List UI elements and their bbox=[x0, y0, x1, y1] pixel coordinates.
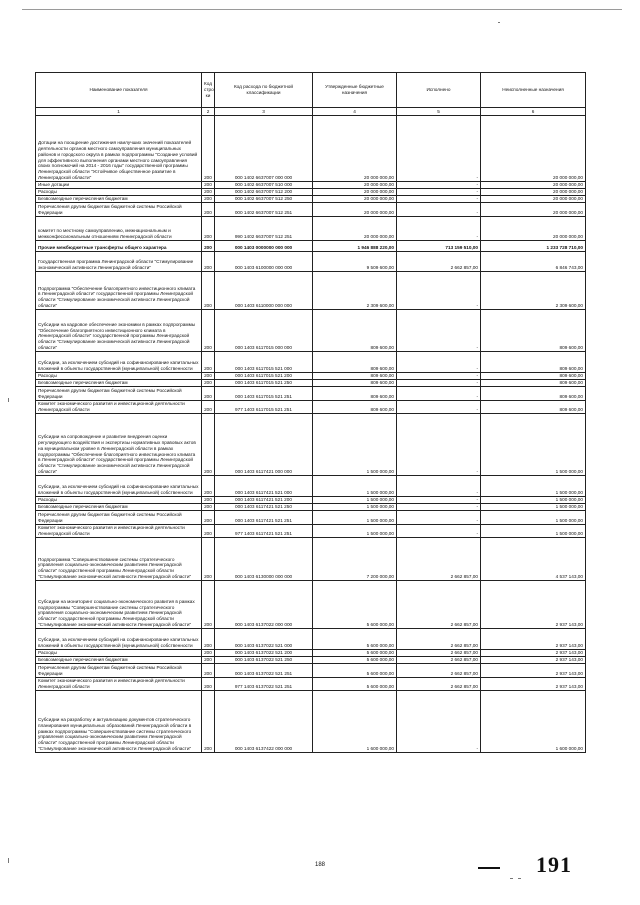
table-row bbox=[36, 272, 586, 310]
cell-approved: 20 000 000,00 bbox=[313, 196, 397, 203]
table-row bbox=[36, 629, 586, 650]
cell-line-code: 200 bbox=[202, 511, 215, 525]
cell-line-code: 200 bbox=[202, 272, 215, 310]
cell-indicator-name: Безвозмездные перечисления бюджетам bbox=[36, 504, 202, 511]
cell-budget-code: 000 1403 6100000 000 000 bbox=[215, 252, 313, 272]
cell-executed: - bbox=[397, 504, 481, 511]
table-row bbox=[36, 182, 586, 189]
cell-indicator-name: Субсидии, за исключением субсидий на софинансирование капитальных вложений в объекты государственной (муниципальной) собственности bbox=[36, 629, 202, 650]
cell-indicator-name: Государственная программа Ленинградской области "Стимулирование экономической активности Ленинградской области" bbox=[36, 252, 202, 272]
cell-unexecuted: 1 500 000,00 bbox=[481, 525, 586, 538]
cell-budget-code: 000 1403 6117421 521 000 bbox=[215, 476, 313, 497]
table-row bbox=[36, 657, 586, 664]
cell-executed: 2 662 857,00 bbox=[397, 252, 481, 272]
cell-executed: 2 662 857,00 bbox=[397, 581, 481, 629]
cell-approved: 1 500 000,00 bbox=[313, 414, 397, 476]
header-line-code: Код стро ки bbox=[202, 73, 215, 108]
cell-indicator-name: Подпрограмма "Совершенствование системы стратегического управления социально-экономическим развитием Ленинградской области" государственной программы Ленинградской области "Стимулирование экономической активности Ленинградской области" bbox=[36, 538, 202, 581]
table-row bbox=[36, 373, 586, 380]
cell-budget-code: 000 1403 6137022 521 251 bbox=[215, 664, 313, 678]
cell-approved: 1 500 000,00 bbox=[313, 497, 397, 504]
cell-indicator-name: Субсидии на разработку и актуализацию документов стратегического планирования муниципальных образований Ленинградской области в рамках подпрограммы "Совершенствование системы стратегического управления социально-экономическим развитием Ленинградской области" государственной программы Ленинградской области "Стимулирование экономической активности Ленинградской области" bbox=[36, 691, 202, 753]
cell-approved: 809 600,00 bbox=[313, 352, 397, 373]
cell-indicator-name: комитет по местному самоуправлению, межнациональным и межконфессиональным отношениям Ленинградской области bbox=[36, 217, 202, 241]
cell-unexecuted: 2 937 143,00 bbox=[481, 657, 586, 664]
cell-budget-code: 000 1402 6637007 000 000 bbox=[215, 116, 313, 182]
cell-executed: - bbox=[397, 414, 481, 476]
cell-executed: 2 662 857,00 bbox=[397, 629, 481, 650]
cell-indicator-name: Субсидии на сопровождение и развитие внедрения оценки регулирующего воздействия и экспертизы нормативных правовых актов на муниципальном уровне в Ленинградской области в рамках подпрограммы "Обеспечение благоприятного инвестиционного климата в Ленинградской области" государственной программы Ленинградской области "Стимулирование экономической активности Ленинградской области" bbox=[36, 414, 202, 476]
cell-unexecuted: 809 600,00 bbox=[481, 373, 586, 380]
cell-budget-code: 977 1403 6117421 521 251 bbox=[215, 525, 313, 538]
cell-indicator-name: Безвозмездные перечисления бюджетам bbox=[36, 657, 202, 664]
cell-line-code: 200 bbox=[202, 678, 215, 691]
cell-unexecuted: 809 600,00 bbox=[481, 387, 586, 401]
cell-executed: 2 662 857,00 bbox=[397, 678, 481, 691]
cell-unexecuted: 20 000 000,00 bbox=[481, 196, 586, 203]
budget-execution-table bbox=[35, 72, 586, 753]
cell-budget-code: 000 1403 6137422 000 000 bbox=[215, 691, 313, 753]
scan-edge-line bbox=[22, 9, 622, 10]
column-number: 3 bbox=[215, 108, 313, 116]
cell-indicator-name: Комитет экономического развития и инвестиционной деятельности Ленинградской области bbox=[36, 525, 202, 538]
cell-unexecuted: 809 600,00 bbox=[481, 352, 586, 373]
cell-indicator-name: Субсидии, за исключением субсидий на софинансирование капитальных вложений в объекты государственной (муниципальной) собственности bbox=[36, 476, 202, 497]
cell-line-code: 200 bbox=[202, 629, 215, 650]
cell-executed: - bbox=[397, 217, 481, 241]
cell-line-code: 200 bbox=[202, 401, 215, 414]
cell-executed: - bbox=[397, 511, 481, 525]
cell-budget-code: 000 1403 6110000 000 000 bbox=[215, 272, 313, 310]
cell-approved: 9 509 600,00 bbox=[313, 252, 397, 272]
cell-executed: 2 662 857,00 bbox=[397, 657, 481, 664]
cell-executed: - bbox=[397, 203, 481, 217]
cell-line-code: 200 bbox=[202, 387, 215, 401]
table-row bbox=[36, 387, 586, 401]
cell-unexecuted: 2 309 600,00 bbox=[481, 272, 586, 310]
cell-executed: - bbox=[397, 387, 481, 401]
column-number-row bbox=[36, 108, 586, 116]
scan-mark bbox=[8, 398, 9, 402]
cell-budget-code: 990 1402 6637007 512 251 bbox=[215, 217, 313, 241]
cell-approved: 1 946 888 220,00 bbox=[313, 241, 397, 252]
cell-executed: 2 662 857,00 bbox=[397, 664, 481, 678]
table-row bbox=[36, 650, 586, 657]
cell-line-code: 200 bbox=[202, 525, 215, 538]
cell-budget-code: 000 1403 6117421 000 000 bbox=[215, 414, 313, 476]
cell-budget-code: 000 1403 6137022 000 000 bbox=[215, 581, 313, 629]
header-indicator-name: Наименование показателя bbox=[36, 73, 202, 108]
cell-unexecuted: 2 937 143,00 bbox=[481, 664, 586, 678]
cell-line-code: 200 bbox=[202, 116, 215, 182]
cell-line-code: 200 bbox=[202, 352, 215, 373]
cell-executed: - bbox=[397, 116, 481, 182]
cell-budget-code: 000 1402 6637007 510 000 bbox=[215, 182, 313, 189]
handwritten-sheet-number: 191 bbox=[536, 852, 572, 877]
cell-line-code: 200 bbox=[202, 380, 215, 387]
cell-approved: 7 200 000,00 bbox=[313, 538, 397, 581]
cell-executed: - bbox=[397, 691, 481, 753]
cell-approved: 20 000 000,00 bbox=[313, 189, 397, 196]
cell-unexecuted: 20 000 000,00 bbox=[481, 182, 586, 189]
table-row bbox=[36, 504, 586, 511]
cell-line-code: 200 bbox=[202, 650, 215, 657]
cell-approved: 20 000 000,00 bbox=[313, 203, 397, 217]
table-row bbox=[36, 497, 586, 504]
cell-indicator-name: Расходы bbox=[36, 189, 202, 196]
cell-approved: 20 000 000,00 bbox=[313, 182, 397, 189]
cell-executed: 2 662 857,00 bbox=[397, 650, 481, 657]
table-row bbox=[36, 196, 586, 203]
column-number: 4 bbox=[313, 108, 397, 116]
cell-executed: - bbox=[397, 272, 481, 310]
cell-line-code: 200 bbox=[202, 691, 215, 753]
cell-executed: - bbox=[397, 525, 481, 538]
cell-unexecuted: 2 937 143,00 bbox=[481, 678, 586, 691]
cell-line-code: 200 bbox=[202, 476, 215, 497]
cell-approved: 5 600 000,00 bbox=[313, 650, 397, 657]
cell-budget-code: 000 1403 6130000 000 000 bbox=[215, 538, 313, 581]
cell-approved: 5 600 000,00 bbox=[313, 581, 397, 629]
cell-line-code: 200 bbox=[202, 504, 215, 511]
stamp-dash bbox=[478, 867, 500, 869]
cell-line-code: 200 bbox=[202, 252, 215, 272]
cell-line-code: 200 bbox=[202, 373, 215, 380]
cell-budget-code: 977 1403 6137022 521 251 bbox=[215, 678, 313, 691]
cell-budget-code: 000 1403 6137022 521 000 bbox=[215, 629, 313, 650]
cell-unexecuted: 6 846 743,00 bbox=[481, 252, 586, 272]
table-row bbox=[36, 538, 586, 581]
cell-unexecuted: 1 500 000,00 bbox=[481, 504, 586, 511]
cell-indicator-name: Расходы bbox=[36, 497, 202, 504]
table-row bbox=[36, 217, 586, 241]
header-budget-code: Код расхода по бюджетной классификации bbox=[215, 73, 313, 108]
cell-indicator-name: Комитет экономического развития и инвестиционной деятельности Ленинградской области bbox=[36, 678, 202, 691]
table-row bbox=[36, 352, 586, 373]
scan-mark bbox=[518, 878, 521, 879]
cell-indicator-name: Субсидии на кадровое обеспечение экономики в рамках подпрограммы "Обеспечение благоприятного инвестиционного климата в Ленинградской области" государственной программы Ленинградской области "Стимулирование экономической активности Ленинградской области" bbox=[36, 310, 202, 352]
scan-mark bbox=[498, 22, 500, 23]
cell-executed: - bbox=[397, 310, 481, 352]
cell-budget-code: 000 1402 6637007 512 250 bbox=[215, 196, 313, 203]
table-row bbox=[36, 581, 586, 629]
table-row bbox=[36, 664, 586, 678]
cell-unexecuted: 809 600,00 bbox=[481, 310, 586, 352]
cell-budget-code: 000 1403 6117421 521 251 bbox=[215, 511, 313, 525]
scan-mark bbox=[8, 858, 9, 863]
cell-unexecuted: 20 000 000,00 bbox=[481, 116, 586, 182]
cell-indicator-name: Подпрограмма "Обеспечение благоприятного инвестиционного климата в Ленинградской области" государственной программы Ленинградской области "Стимулирование экономической активности Ленинградской области" bbox=[36, 272, 202, 310]
cell-executed: - bbox=[397, 497, 481, 504]
cell-line-code: 200 bbox=[202, 203, 215, 217]
table-row bbox=[36, 380, 586, 387]
cell-budget-code: 000 1403 6117421 521 250 bbox=[215, 504, 313, 511]
cell-approved: 1 600 000,00 bbox=[313, 691, 397, 753]
scan-mark bbox=[510, 878, 513, 879]
cell-budget-code: 000 1403 6117015 521 000 bbox=[215, 352, 313, 373]
cell-line-code: 200 bbox=[202, 217, 215, 241]
cell-approved: 20 000 000,00 bbox=[313, 116, 397, 182]
table-row bbox=[36, 476, 586, 497]
cell-budget-code: 000 1403 0000000 000 000 bbox=[215, 241, 313, 252]
table-row bbox=[36, 678, 586, 691]
table-row bbox=[36, 511, 586, 525]
cell-line-code: 200 bbox=[202, 182, 215, 189]
cell-approved: 20 000 000,00 bbox=[313, 217, 397, 241]
cell-approved: 5 600 000,00 bbox=[313, 678, 397, 691]
cell-line-code: 200 bbox=[202, 310, 215, 352]
cell-approved: 1 500 000,00 bbox=[313, 511, 397, 525]
cell-indicator-name: Перечисления другим бюджетам бюджетной системы Российской Федерации bbox=[36, 203, 202, 217]
cell-budget-code: 000 1403 6137022 521 200 bbox=[215, 650, 313, 657]
page-number: 188 bbox=[315, 862, 326, 868]
cell-unexecuted: 1 500 000,00 bbox=[481, 497, 586, 504]
cell-executed: - bbox=[397, 182, 481, 189]
cell-unexecuted: 1 500 000,00 bbox=[481, 414, 586, 476]
cell-indicator-name: Субсидии на мониторинг социально-экономического развития в рамках подпрограммы "Совершенствование системы стратегического управления социально-экономическим развитием Ленинградской области" государственной программы Ленинградской области "Стимулирование экономической активности Ленинградской области" bbox=[36, 581, 202, 629]
header-row bbox=[36, 73, 586, 108]
cell-executed: - bbox=[397, 373, 481, 380]
cell-line-code: 200 bbox=[202, 538, 215, 581]
cell-approved: 809 600,00 bbox=[313, 387, 397, 401]
cell-budget-code: 000 1403 6117015 521 200 bbox=[215, 373, 313, 380]
cell-line-code: 200 bbox=[202, 664, 215, 678]
cell-indicator-name: Комитет экономического развития и инвестиционной деятельности Ленинградской области bbox=[36, 401, 202, 414]
cell-executed: 2 662 857,00 bbox=[397, 538, 481, 581]
cell-approved: 5 600 000,00 bbox=[313, 664, 397, 678]
cell-line-code: 200 bbox=[202, 189, 215, 196]
cell-approved: 809 600,00 bbox=[313, 380, 397, 387]
table-row bbox=[36, 241, 586, 252]
cell-unexecuted: 4 537 143,00 bbox=[481, 538, 586, 581]
cell-approved: 809 600,00 bbox=[313, 401, 397, 414]
cell-budget-code: 977 1403 6117015 521 251 bbox=[215, 401, 313, 414]
table-row bbox=[36, 310, 586, 352]
cell-line-code: 200 bbox=[202, 414, 215, 476]
cell-approved: 5 600 000,00 bbox=[313, 657, 397, 664]
cell-budget-code: 000 1402 6637007 512 251 bbox=[215, 203, 313, 217]
cell-approved: 1 500 000,00 bbox=[313, 476, 397, 497]
table-row bbox=[36, 116, 586, 182]
column-number: 2 bbox=[202, 108, 215, 116]
cell-unexecuted: 1 600 000,00 bbox=[481, 691, 586, 753]
table-row bbox=[36, 691, 586, 753]
cell-unexecuted: 2 937 143,00 bbox=[481, 629, 586, 650]
cell-line-code: 200 bbox=[202, 196, 215, 203]
cell-approved: 1 500 000,00 bbox=[313, 504, 397, 511]
cell-unexecuted: 20 000 000,00 bbox=[481, 217, 586, 241]
cell-indicator-name: Безвозмездные перечисления бюджетам bbox=[36, 196, 202, 203]
cell-unexecuted: 2 937 143,00 bbox=[481, 581, 586, 629]
cell-indicator-name: Перечисления другим бюджетам бюджетной системы Российской Федерации bbox=[36, 664, 202, 678]
cell-indicator-name: Перечисления другим бюджетам бюджетной системы Российской Федерации bbox=[36, 511, 202, 525]
table-row bbox=[36, 414, 586, 476]
cell-indicator-name: Иные дотации bbox=[36, 182, 202, 189]
cell-approved: 2 309 600,00 bbox=[313, 272, 397, 310]
cell-unexecuted: 1 500 000,00 bbox=[481, 476, 586, 497]
cell-approved: 1 500 000,00 bbox=[313, 525, 397, 538]
cell-unexecuted: 809 600,00 bbox=[481, 401, 586, 414]
cell-budget-code: 000 1403 6117015 000 000 bbox=[215, 310, 313, 352]
cell-executed: - bbox=[397, 401, 481, 414]
cell-unexecuted: 1 500 000,00 bbox=[481, 511, 586, 525]
cell-approved: 5 600 000,00 bbox=[313, 629, 397, 650]
cell-executed: - bbox=[397, 476, 481, 497]
table-row bbox=[36, 189, 586, 196]
cell-executed: 713 159 510,00 bbox=[397, 241, 481, 252]
header-executed: Исполнено bbox=[397, 73, 481, 108]
table-row bbox=[36, 252, 586, 272]
cell-indicator-name: Перечисления другим бюджетам бюджетной системы Российской Федерации bbox=[36, 387, 202, 401]
cell-indicator-name: Прочие межбюджетные трансферты общего характера bbox=[36, 241, 202, 252]
header-approved: Утвержденные бюджетные назначения bbox=[313, 73, 397, 108]
cell-unexecuted: 2 937 143,00 bbox=[481, 650, 586, 657]
cell-budget-code: 000 1403 6117015 521 251 bbox=[215, 387, 313, 401]
column-number: 6 bbox=[481, 108, 586, 116]
cell-line-code: 200 bbox=[202, 241, 215, 252]
table-row bbox=[36, 203, 586, 217]
cell-line-code: 200 bbox=[202, 581, 215, 629]
table-body bbox=[36, 116, 586, 753]
cell-indicator-name: Субсидии, за исключением субсидий на софинансирование капитальных вложений в объекты государственной (муниципальной) собственности bbox=[36, 352, 202, 373]
cell-line-code: 200 bbox=[202, 657, 215, 664]
cell-budget-code: 000 1403 6117421 521 200 bbox=[215, 497, 313, 504]
cell-unexecuted: 20 000 000,00 bbox=[481, 203, 586, 217]
cell-unexecuted: 1 233 728 710,00 bbox=[481, 241, 586, 252]
cell-budget-code: 000 1403 6117015 521 250 bbox=[215, 380, 313, 387]
cell-indicator-name: Расходы bbox=[36, 650, 202, 657]
cell-indicator-name: Безвозмездные перечисления бюджетам bbox=[36, 380, 202, 387]
cell-approved: 809 600,00 bbox=[313, 373, 397, 380]
cell-budget-code: 000 1403 6137022 521 250 bbox=[215, 657, 313, 664]
table-row bbox=[36, 525, 586, 538]
table-row bbox=[36, 401, 586, 414]
column-number: 5 bbox=[397, 108, 481, 116]
cell-indicator-name: Дотации на поощрение достижения наилучших значений показателей деятельности органов местного самоуправления муниципальных районов и городского округа в рамках подпрограммы "Создание условий для эффективного выполнения органами местного самоуправления своих полномочий на 2014 - 2016 годы" государственной программы Ленинградской области "Устойчивое общественное развитие в Ленинградской области" bbox=[36, 116, 202, 182]
cell-executed: - bbox=[397, 380, 481, 387]
cell-indicator-name: Расходы bbox=[36, 373, 202, 380]
header-unexecuted: Неисполненные назначения bbox=[481, 73, 586, 108]
cell-unexecuted: 809 600,00 bbox=[481, 380, 586, 387]
cell-approved: 809 600,00 bbox=[313, 310, 397, 352]
column-number: 1 bbox=[36, 108, 202, 116]
cell-budget-code: 000 1402 6637007 512 200 bbox=[215, 189, 313, 196]
cell-executed: - bbox=[397, 189, 481, 196]
cell-unexecuted: 20 000 000,00 bbox=[481, 189, 586, 196]
cell-executed: - bbox=[397, 352, 481, 373]
cell-executed: - bbox=[397, 196, 481, 203]
cell-line-code: 200 bbox=[202, 497, 215, 504]
